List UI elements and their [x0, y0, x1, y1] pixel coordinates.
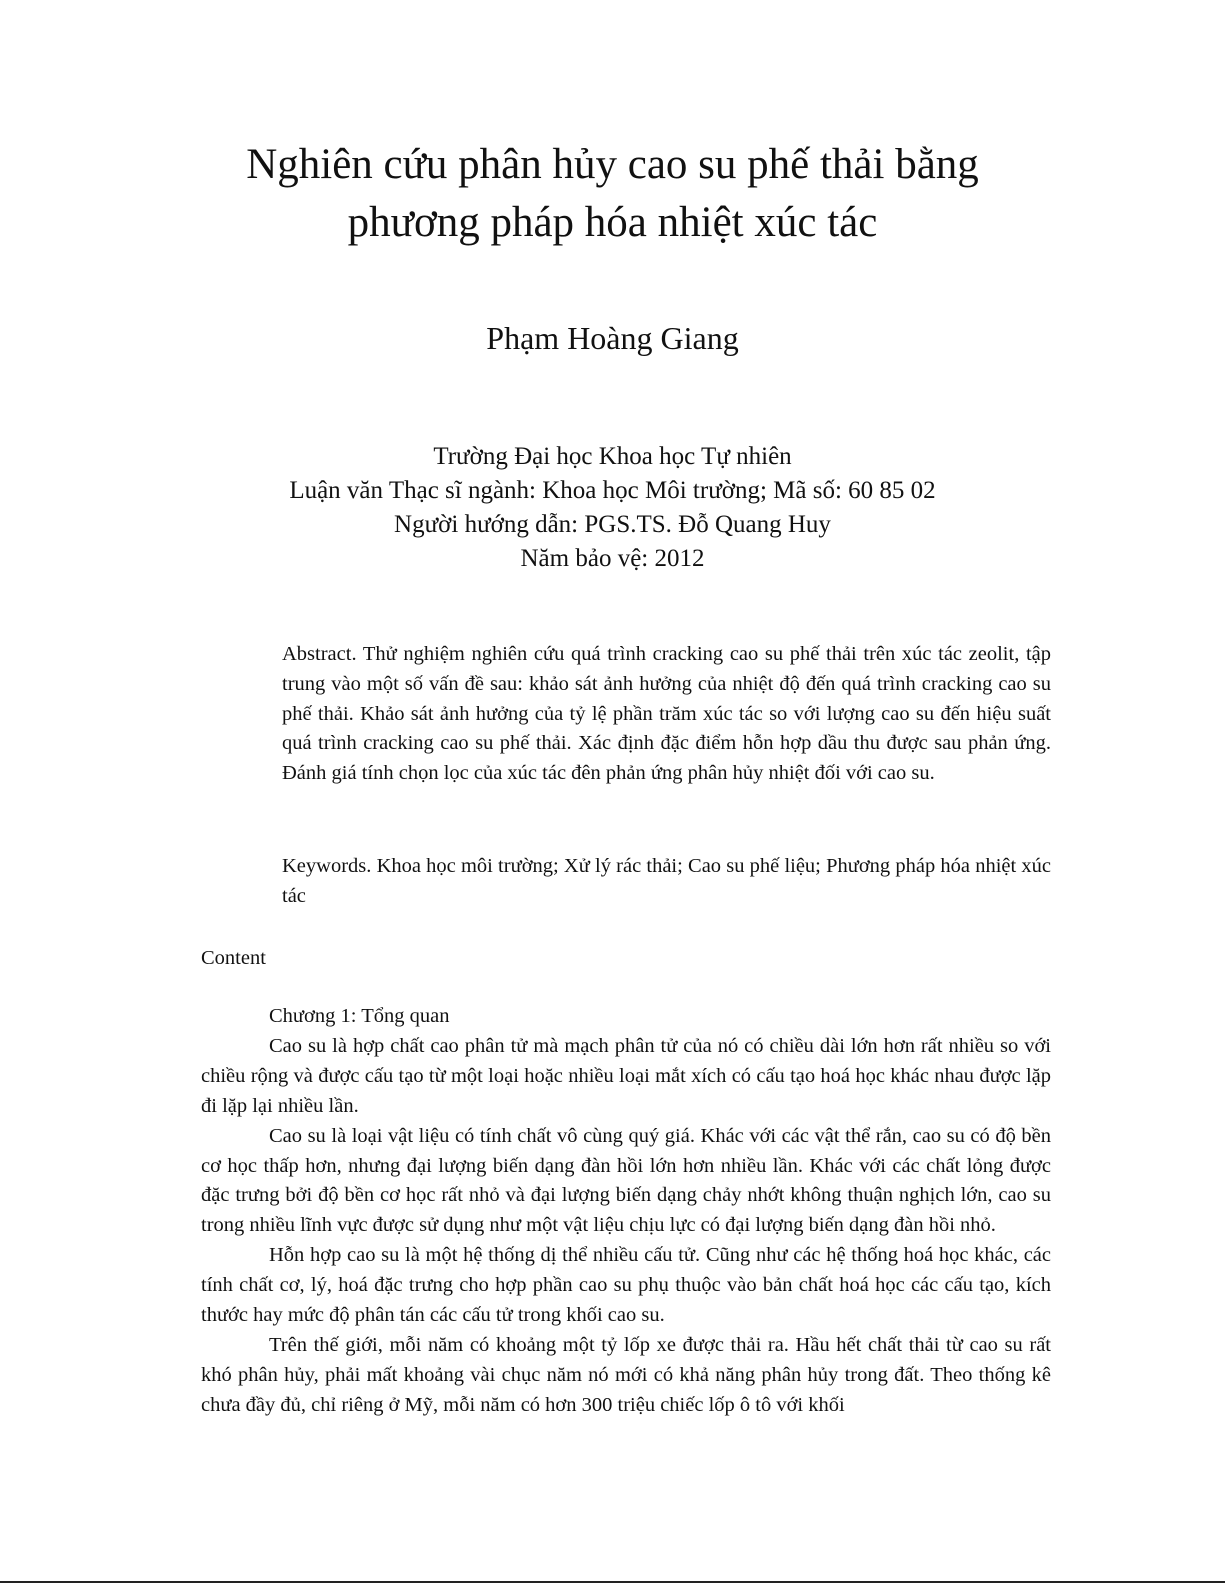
- body-paragraph-4: Trên thế giới, mỗi năm có khoảng một tỷ lốp xe được thải ra. Hầu hết chất thải từ cao su rất khó phân hủy, phải mất khoảng vài chục năm nó mới có khả năng phân hủy trong đất. Theo thống kê chưa đầy đủ, chỉ riêng ở Mỹ, mỗi năm có hơn 300 triệu chiếc lốp ô tô với khối: [201, 1333, 1051, 1416]
- body-paragraph-1: Cao su là hợp chất cao phân tử mà mạch phân tử của nó có chiều dài lớn hơn rất nhiều so với chiều rộng và được cấu tạo từ một loại hoặc nhiều loại mắt xích có cấu tạo hoá học khác nhau được lặp đi lặp lại nhiều lần.: [201, 1034, 1051, 1117]
- chapter-heading: Chương 1: Tổng quan: [269, 1005, 450, 1027]
- advisor-line: Người hướng dẫn: PGS.TS. Đỗ Quang Huy: [394, 511, 831, 538]
- university-line: Trường Đại học Khoa học Tự nhiên: [433, 443, 792, 470]
- defense-year-line: Năm bảo vệ: 2012: [520, 545, 705, 572]
- content-label: Content: [201, 947, 266, 969]
- author-name: Phạm Hoàng Giang: [486, 320, 739, 356]
- title-line-2: phương pháp hóa nhiệt xúc tác: [347, 199, 878, 246]
- body-paragraph-3: Hỗn hợp cao su là một hệ thống dị thể nhiều cấu tử. Cũng như các hệ thống hoá học khác, các tính chất cơ, lý, hoá đặc trưng cho hợp phần cao su phụ thuộc vào bản chất hoá học các cấu tạo, kích thước hay mức độ phân tán các cấu tử trong khối cao su.: [201, 1244, 1051, 1327]
- thesis-metadata: [0, 440, 1225, 576]
- body-text: [201, 1002, 1051, 1421]
- page-bottom-rule: [0, 1581, 1225, 1583]
- abstract-paragraph: Abstract. Thử nghiệm nghiên cứu quá trình cracking cao su phế thải trên xúc tác zeolit, tập trung vào một số vấn đề sau: khảo sát ảnh hưởng của nhiệt độ đến quá trình cracking cao su phế thải. Khảo sát ảnh hưởng của tỷ lệ phần trăm xúc tác so với lượng cao su đến hiệu suất quá trình cracking cao su phế thải. Xác định đặc điểm hỗn hợp dầu thu được sau phản ứng. Đánh giá tính chọn lọc của xúc tác đên phản ứng phân hủy nhiệt đối với cao su.: [282, 643, 1051, 785]
- title-line-1: Nghiên cứu phân hủy cao su phế thải bằng: [246, 141, 979, 188]
- page-title: [0, 136, 1225, 252]
- body-paragraph-2: Cao su là loại vật liệu có tính chất vô cùng quý giá. Khác với các vật thể rắn, cao su có độ bền cơ học thấp hơn, nhưng đại lượng biến dạng đàn hồi lớn hơn nhiều lần. Khác với các chất lỏng được đặc trưng bởi độ bền cơ học rất nhỏ và đại lượng biến dạng chảy nhớt không thuận nghịch lớn, cao su trong nhiều lĩnh vực được sử dụng như một vật liệu chịu lực có đại lượng biến dạng đàn hồi nhỏ.: [201, 1124, 1051, 1237]
- keywords-paragraph: Keywords. Khoa học môi trường; Xử lý rác thải; Cao su phế liệu; Phương pháp hóa nhiệt xúc tác: [282, 855, 1051, 907]
- thesis-line: Luận văn Thạc sĩ ngành: Khoa học Môi trường; Mã số: 60 85 02: [289, 477, 936, 504]
